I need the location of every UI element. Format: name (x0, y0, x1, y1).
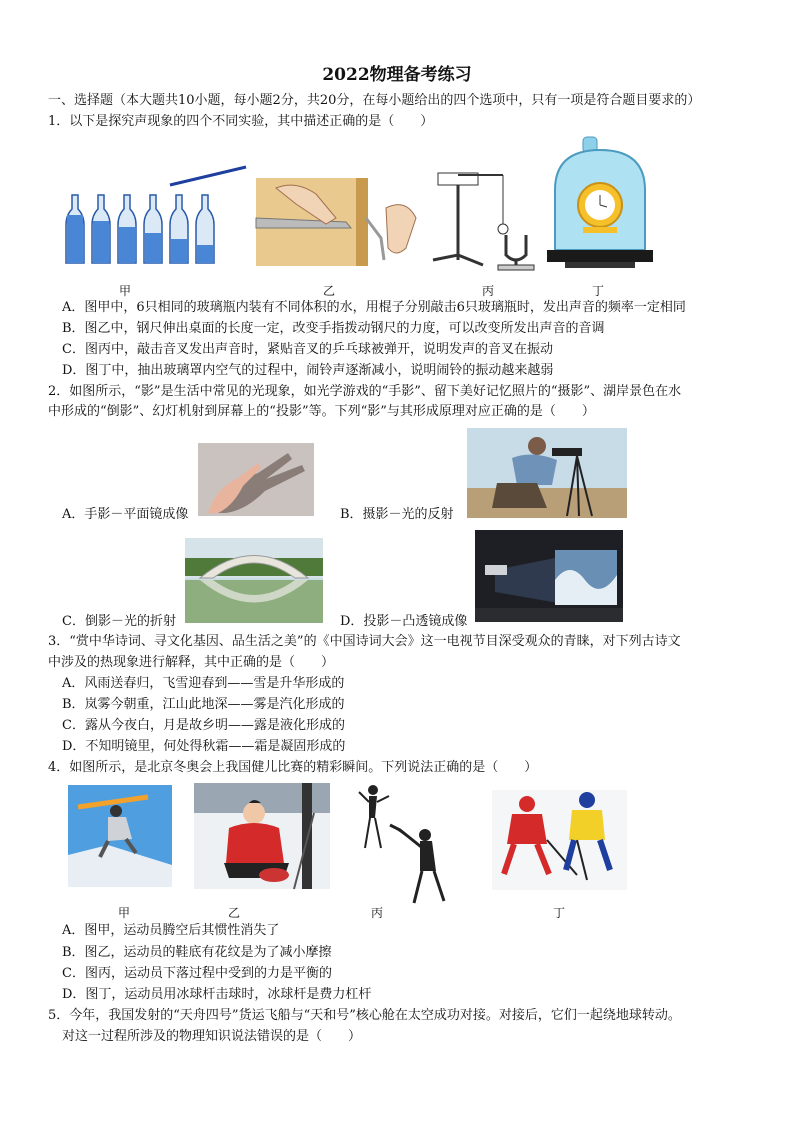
q3-option-c: C．露从今夜白，月是故乡明——露是液化形成的 (62, 718, 345, 733)
q1-option-a: A．图甲中，6只相同的玻璃瓶内装有不同体积的水，用棍子分别敲击6只玻璃瓶时，发出声音的频率一定相同 (62, 300, 686, 315)
q3-option-d: D．不知明镜里，何处得秋霜——霜是凝固形成的 (62, 739, 346, 754)
q4-option-a: A．图甲，运动员腾空后其惯性消失了 (62, 923, 280, 938)
q2-option-a: A．手影－平面镜成像 (62, 507, 189, 522)
q1-figure-bottles (62, 165, 252, 270)
q1-caption-1: 甲 (119, 284, 132, 298)
q1-caption-3: 丙 (482, 284, 495, 298)
q3-stem-line2: 中涉及的热现象进行解释，其中正确的是（ ） (48, 655, 335, 670)
q2-stem-line2: 中形成的“倒影”、幻灯机射到屏幕上的“投影”等。下列“影”与其形成原理对应正确的是（ ） (48, 404, 595, 419)
q4-option-d: D．图丁，运动员用冰球杆击球时，冰球杆是费力杠杆 (62, 987, 372, 1002)
q3-option-a: A．风雨送春归，飞雪迎春到——雪是升华形成的 (62, 676, 345, 691)
q1-stem: 1．以下是探究声现象的四个不同实验，其中描述正确的是（ ） (48, 114, 434, 129)
q2-figure-hand-shadow (198, 443, 314, 516)
q2-option-c: C．倒影－光的折射 (62, 614, 176, 629)
q4-figure-snowboard (68, 785, 172, 887)
q4-caption-4: 丁 (553, 906, 566, 920)
q1-option-b: B．图乙中，钢尺伸出桌面的长度一定，改变手指拨动钢尺的力度，可以改变所发出声音的音调 (62, 321, 605, 336)
q2-option-b: B．摄影－光的反射 (340, 507, 454, 522)
q1-option-c: C．图丙中，敲击音叉发出声音时，紧贴音叉的乒乓球被弹开，说明发声的音叉在振动 (62, 342, 553, 357)
q2-figure-projector (475, 530, 623, 622)
q2-stem-line1: 2．如图所示，“影”是生活中常见的光现象，如光学游戏的“手影”、留下美好记忆照片的“摄影”、湖岸景色在水 (48, 384, 682, 399)
q4-option-b: B．图乙，运动员的鞋底有花纹是为了减小摩擦 (62, 945, 332, 960)
q3-option-b: B．岚雾今朝重，江山此地深——雾是汽化形成的 (62, 697, 345, 712)
q4-option-c: C．图丙，运动员下落过程中受到的力是平衡的 (62, 966, 332, 981)
q1-figure-bell-jar (545, 135, 655, 270)
q5-stem-line1: 5．今年，我国发射的“天舟四号”货运飞船与“天和号”核心舱在太空成功对接。对接后，它们一起绕地球转动。 (48, 1008, 681, 1023)
q1-figure-tuning-fork (428, 165, 538, 270)
q1-figure-ruler (256, 178, 421, 268)
q2-figure-photographer (467, 428, 627, 518)
q2-option-d: D．投影－凸透镜成像 (340, 614, 468, 629)
q4-stem: 4．如图所示，是北京冬奥会上我国健儿比赛的精彩瞬间。下列说法正确的是（ ） (48, 760, 538, 775)
page-title: 2022物理备考练习 (322, 65, 472, 85)
section-heading: 一、选择题（本大题共10小题，每小题2分，共20分，在每小题给出的四个选项中，只有一项是符合题目要求的） (48, 93, 701, 108)
q4-caption-1: 甲 (118, 906, 131, 920)
q4-caption-3: 丙 (371, 906, 384, 920)
q4-figure-ice-hockey (492, 790, 627, 890)
q2-figure-bridge-reflection (185, 538, 323, 623)
q1-caption-4: 丁 (592, 284, 605, 298)
q1-caption-2: 乙 (323, 284, 336, 298)
q1-option-d: D．图丁中，抽出玻璃罩内空气的过程中，闹铃声逐渐减小，说明闹铃的振动越来越弱 (62, 363, 554, 378)
q4-caption-2: 乙 (228, 906, 241, 920)
q4-figure-figure-skating (355, 780, 475, 905)
q4-figure-curling (194, 783, 330, 889)
q3-stem-line1: 3．“赏中华诗词、寻文化基因、品生活之美”的《中国诗词大会》这一电视节目深受观众的青睐，对下列古诗文 (48, 634, 681, 649)
q5-stem-line2: 对这一过程所涉及的物理知识说法错误的是（ ） (62, 1029, 362, 1044)
